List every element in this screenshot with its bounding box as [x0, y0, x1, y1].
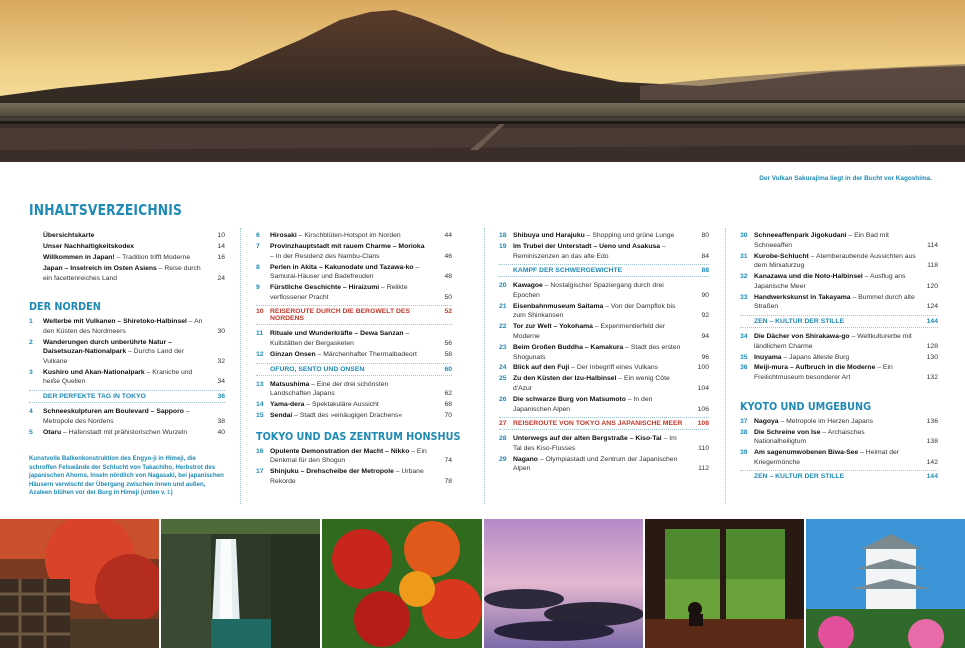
entry-title: Zu den Küsten der Izu-Halbinsel	[513, 375, 617, 383]
page-title: INHALTSVERZEICHNIS	[29, 201, 183, 219]
entry-page: 90	[701, 291, 709, 299]
entry-number: 7	[256, 242, 260, 250]
entry-page: 100	[697, 364, 709, 372]
entry-subtitle: – Experimentierfeld der Moderne	[513, 323, 666, 340]
entry-page: 94	[701, 332, 709, 340]
toc-entry[interactable]	[740, 428, 938, 447]
entry-subtitle: – Eine der drei schönsten Landschaften Japans	[270, 380, 389, 398]
toc-entry[interactable]	[256, 380, 452, 399]
entry-number: 19	[499, 242, 507, 250]
entry-number: 11	[256, 330, 264, 338]
toc-entry[interactable]	[29, 407, 225, 426]
entry-title: Provinzhauptstadt mit rauem Charme – Morioka	[270, 242, 425, 250]
entry-title: Tor zur Welt – Yokohama	[513, 323, 593, 331]
entry-subtitle: – Olympiastadt und Zentrum der Japanischen Alpen	[513, 455, 678, 473]
entry-number: 6	[256, 232, 260, 239]
entry-subtitle: – Bummel durch alte Straßen	[754, 293, 915, 311]
entry-number: 5	[29, 428, 33, 436]
entry-subtitle: – Stadt des ersten Shogunats	[513, 343, 681, 361]
entry-subtitle: – Der Inbegriff eines Vulkans	[569, 364, 659, 372]
entry-page: 70	[444, 412, 452, 420]
entry-number: 30	[740, 232, 748, 239]
entry-title: Nagoya	[754, 417, 779, 425]
entry-page: 14	[217, 242, 225, 250]
route-link[interactable]	[499, 417, 709, 430]
entry-subtitle: – Stadt des »einäugigen Drachens«	[292, 412, 403, 420]
toc-entry[interactable]	[256, 467, 452, 486]
toc-entry[interactable]	[740, 353, 938, 363]
toc-entry[interactable]	[740, 363, 938, 382]
entry-title: Opulente Demonstration der Macht – Nikko	[270, 447, 410, 455]
entry-title: Eisenbahnmuseum Saitama	[513, 302, 604, 310]
toc-entry[interactable]	[256, 329, 452, 348]
entry-title: Unterwegs auf der alten Bergstraße – Kiso-Tal	[513, 435, 662, 443]
entry-page: 30	[217, 327, 225, 335]
entry-number: 18	[499, 232, 507, 239]
entry-page: 130	[926, 353, 938, 361]
entry-subtitle: – Japans älteste Burg	[781, 353, 850, 361]
toc-entry[interactable]	[29, 253, 225, 263]
photo-japanese-house-garden	[645, 519, 804, 648]
entry-page: 58	[444, 350, 452, 358]
toc-entry[interactable]	[256, 350, 452, 360]
entry-subtitle: – Archaisches Nationalheiligtum	[754, 428, 865, 446]
entry-page: 48	[444, 273, 452, 281]
toc-entry[interactable]	[256, 283, 452, 302]
entry-number: 9	[256, 284, 260, 292]
toc-entry[interactable]	[29, 428, 225, 438]
photo-engyoji-balcony	[0, 519, 159, 648]
entry-number: 34	[740, 332, 748, 340]
entry-page: 32	[217, 357, 225, 365]
toc-entry[interactable]	[29, 242, 225, 252]
feature-label: KAMPF DER SCHWERGEWICHTE	[513, 267, 623, 275]
entry-subtitle: – Shopping und grüne Lunge	[584, 232, 675, 239]
entry-subtitle: – Durchs Land der Vulkane	[43, 348, 184, 365]
entry-page: 114	[927, 241, 938, 249]
route-link[interactable]	[256, 305, 452, 325]
route-number: 27	[499, 420, 507, 428]
entry-subtitle: – Tradition trifft Moderne	[114, 253, 191, 261]
entry-title: Sendai	[270, 412, 293, 420]
entry-subtitle: – Kultstätten der Bergasketen	[270, 330, 410, 347]
photo-strip	[0, 519, 965, 648]
entry-subtitle: – Spektakuläre Aussicht	[304, 401, 379, 409]
feature-link[interactable]	[29, 390, 225, 403]
entry-title: Yama-dera	[270, 401, 305, 409]
entry-subtitle: – In der Residenz des Nambu-Clans	[270, 252, 380, 260]
entry-number: 22	[499, 323, 507, 331]
entry-number: 32	[740, 273, 748, 281]
entry-number: 24	[499, 364, 507, 372]
entry-number: 29	[499, 455, 507, 463]
entry-subtitle: – In den Japanischen Alpen	[513, 396, 653, 413]
entry-subtitle: – Ein Freilichtmuseum besonderer Art	[754, 364, 893, 382]
entry-number: 8	[256, 263, 260, 271]
entry-page: 120	[926, 282, 938, 290]
entry-page: 74	[444, 457, 452, 465]
toc-entry[interactable]	[499, 231, 709, 241]
entry-number: 21	[499, 302, 507, 310]
photo-takachiho-gorge	[161, 519, 320, 648]
toc-entry[interactable]	[499, 395, 709, 414]
entry-number: 20	[499, 282, 507, 290]
entry-page: 46	[444, 252, 452, 260]
entry-subtitle: – Ein Denkmal für den Shogun	[270, 447, 427, 465]
entry-title: Im Trubel der Unterstadt – Ueno und Asakusa	[513, 242, 661, 250]
entry-title: Wanderungen durch unberührte Natur – Daisetsuzan-Nationalpark	[43, 338, 172, 356]
entry-page: 80	[701, 232, 709, 239]
entry-page: 44	[444, 232, 452, 239]
entry-title: Kawagoe	[513, 282, 543, 290]
entry-page: 118	[927, 262, 938, 270]
entry-number: 39	[740, 449, 748, 457]
entry-number: 26	[499, 396, 507, 404]
toc-entry[interactable]	[256, 411, 452, 421]
entry-subtitle: – Kraniche und heiße Quellen	[43, 368, 193, 386]
feature-label: ZEN – KULTUR DER STILLE	[754, 317, 845, 325]
volcano-landscape-image	[0, 0, 965, 162]
photo-caption: Kunstvolle Balkenkonstruktion des Engyo-ji in Himeji, die schroffen Felswände der Schlucht von Takachiho, Herbstrot des japanischen Ahorns, Inseln nördlich von Nagasaki, bei japanischen Häusern verwischt der Übergang zwischen innen und außen, Azaleen blühen vor der Burg in Himeji (unten v. l.)	[29, 455, 224, 497]
entry-number: 2	[29, 338, 33, 346]
entry-title: Nagano	[513, 455, 538, 463]
entry-title: Fürstliche Geschichte – Hiraizumi	[270, 284, 380, 292]
entry-title: Willkommen in Japan!	[43, 253, 115, 261]
entry-page: 62	[444, 390, 452, 398]
toc-entry[interactable]	[740, 417, 938, 427]
entry-subtitle: – Heimat der Kriegermönche	[754, 449, 900, 466]
entry-title: Die Dächer von Shirakawa-go	[754, 332, 850, 340]
entry-title: Ginzan Onsen	[270, 350, 316, 358]
entry-subtitle: – Im Tal des Kiso-Flusses	[513, 435, 677, 452]
hero-photo-sakurajima	[0, 0, 965, 162]
feature-page: 88	[701, 267, 709, 275]
entry-title: Schneeskulpturen am Boulevard – Sapporo	[43, 408, 184, 416]
entry-page: 10	[217, 232, 225, 239]
entry-number: 33	[740, 293, 748, 301]
entry-title: Blick auf den Fuji	[513, 364, 570, 372]
entry-page: 16	[217, 253, 225, 261]
entry-subtitle: – Ausflug ans Japanische Meer	[754, 273, 906, 290]
entry-title: Die schwarze Burg von Matsumoto	[513, 396, 626, 404]
entry-subtitle: – Hafenstadt mit prähistorischen Wurzeln	[61, 428, 188, 436]
entry-title: Matsushima	[270, 380, 310, 388]
entry-page: 84	[701, 252, 709, 260]
feature-label: OFURO, SENTO UND ONSEN	[270, 365, 365, 373]
photo-himeji-castle	[806, 519, 965, 648]
entry-page: 128	[926, 342, 938, 350]
toc-entry[interactable]	[740, 252, 938, 271]
toc-entry[interactable]	[256, 400, 452, 410]
toc-column-1	[29, 231, 225, 439]
column-divider	[484, 228, 485, 504]
route-label: REISEROUTE VON TOKYO ANS JAPANISCHE MEER	[513, 420, 683, 428]
entry-subtitle: – Samurai-Häuser und Badefreuden	[270, 263, 420, 281]
entry-title: Die Schreine von Ise	[754, 428, 821, 436]
toc-column-4	[740, 231, 938, 486]
entry-title: Kurobe-Schlucht	[754, 252, 809, 260]
photo-islands-sunset	[484, 519, 643, 648]
section-heading: DER NORDEN	[29, 301, 101, 314]
entry-subtitle: – Metropole im Herzen Japans	[778, 417, 874, 425]
toc-entry[interactable]	[499, 434, 709, 453]
entry-page: 110	[698, 444, 709, 452]
entry-title: Schneeaffenpark Jigokudani	[754, 232, 847, 239]
entry-subtitle: – Nostalgischer Spaziergang durch drei Epochen	[513, 282, 664, 299]
entry-number: 12	[256, 350, 264, 358]
entry-title: Übersichtskarte	[43, 232, 95, 239]
section-heading: KYOTO UND UMGEBUNG	[740, 400, 872, 413]
entry-number: 3	[29, 368, 33, 376]
entry-title: Hirosaki	[270, 232, 297, 239]
toc-column-3	[499, 231, 709, 475]
column-divider	[725, 228, 726, 504]
toc-entry[interactable]	[740, 332, 938, 351]
entry-subtitle: – Märchenhafter Thermalbadeort	[315, 350, 417, 358]
entry-title: Unser Nachhaltigkeitskodex	[43, 242, 135, 250]
toc-entry[interactable]	[256, 231, 452, 241]
entry-subtitle: – Weltkulturerbe mit ländlichem Charme	[754, 332, 912, 350]
toc-entry[interactable]	[256, 447, 452, 466]
entry-title: Shibuya und Harajuku	[513, 232, 585, 239]
hero-caption: Der Vulkan Sakurajima liegt in der Bucht vor Kagoshima.	[759, 175, 932, 182]
entry-number: 16	[256, 447, 264, 455]
entry-number: 37	[740, 417, 748, 425]
photo-maple-leaves	[322, 519, 481, 648]
toc-entry[interactable]	[499, 322, 709, 341]
toc-entry[interactable]	[740, 272, 938, 291]
entry-subtitle: – Relikte verflossener Pracht	[270, 284, 408, 301]
toc-entry[interactable]	[256, 263, 452, 282]
entry-page: 112	[698, 465, 709, 473]
section-heading: TOKYO UND DAS ZENTRUM HONSHUS	[256, 430, 461, 443]
entry-title: Shinjuku – Drehscheibe der Metropole	[270, 468, 394, 476]
toc-entry[interactable]	[29, 368, 225, 387]
entry-title: Japan – Inselreich im Osten Asiens	[43, 264, 157, 272]
toc-entry[interactable]	[740, 293, 938, 312]
entry-page: 24	[217, 274, 225, 282]
feature-link[interactable]	[740, 315, 938, 328]
toc-entry[interactable]	[499, 374, 709, 393]
entry-page: 92	[701, 312, 709, 320]
entry-title: Kanazawa und die Noto-Halbinsel	[754, 273, 863, 281]
toc-entry[interactable]	[29, 264, 225, 283]
route-label: REISEROUTE DURCH DIE BERGWELT DES NORDENS	[270, 308, 410, 323]
entry-number: 28	[499, 435, 507, 443]
entry-title: Meiji-mura – Aufbruch in die Moderne	[754, 364, 876, 372]
feature-link[interactable]	[740, 470, 938, 482]
entry-page: 124	[926, 303, 938, 311]
entry-subtitle: – Ein Bad mit Schneeaffen	[754, 232, 889, 249]
toc-entry[interactable]	[499, 242, 709, 261]
entry-page: 142	[926, 458, 938, 466]
entry-title: Perlen in Akita – Kakunodate und Tazawa-ko	[270, 263, 414, 271]
entry-page: 56	[444, 339, 452, 347]
entry-title: Beim Großen Buddha – Kamakura	[513, 343, 624, 351]
entry-number: 35	[740, 353, 748, 361]
entry-number: 17	[256, 468, 264, 476]
toc-entry[interactable]	[29, 338, 225, 367]
toc-entry[interactable]	[256, 242, 452, 261]
feature-page: 144	[926, 317, 938, 325]
entry-page: 136	[926, 417, 938, 425]
entry-subtitle: – Ein wenig Côte d'Azur	[513, 375, 670, 393]
entry-page: 104	[697, 385, 709, 393]
feature-page: 60	[444, 365, 452, 373]
entry-number: 31	[740, 252, 748, 260]
entry-page: 138	[926, 438, 938, 446]
feature-label: DER PERFEKTE TAG IN TOKYO	[43, 393, 146, 401]
toc-entry[interactable]	[29, 231, 225, 241]
toc-entry[interactable]	[29, 317, 225, 336]
entry-page: 50	[444, 293, 452, 301]
entry-title: Otaru	[43, 428, 62, 436]
feature-label: ZEN – KULTUR DER STILLE	[754, 473, 845, 481]
entry-subtitle: – Reise durch ein facettenreiches Land	[43, 264, 201, 282]
toc-entry[interactable]	[499, 343, 709, 362]
feature-link[interactable]	[499, 264, 709, 277]
entry-number: 1	[29, 318, 33, 326]
route-number: 10	[256, 308, 264, 316]
column-divider	[240, 228, 241, 504]
entry-number: 23	[499, 343, 507, 351]
entry-number: 13	[256, 380, 264, 388]
entry-subtitle: – Von der Dampflok bis zum Shinkansen	[513, 302, 676, 320]
toc-entry[interactable]	[499, 281, 709, 300]
entry-number: 25	[499, 375, 507, 383]
entry-page: 78	[444, 477, 452, 485]
entry-page: 34	[217, 378, 225, 386]
entry-page: 106	[697, 405, 709, 413]
entry-title: Am sagenumwobenen Biwa-See	[754, 449, 859, 457]
entry-title: Inuyama	[754, 353, 782, 361]
toc-column-2	[256, 231, 461, 488]
toc-entry[interactable]	[499, 302, 709, 321]
entry-number: 14	[256, 401, 264, 409]
entry-title: Kushiro und Akan-Nationalpark	[43, 368, 145, 376]
entry-number: 38	[740, 428, 748, 436]
entry-title: Welterbe mit Vulkanen – Shiretoko-Halbinsel	[43, 318, 187, 326]
entry-page: 68	[444, 401, 452, 409]
entry-subtitle: – Metropole des Nordens	[43, 408, 190, 425]
entry-title: Rituale und Wunderkräfte – Dewa Sanzan	[270, 330, 404, 338]
entry-number: 15	[256, 412, 264, 420]
feature-link[interactable]	[256, 363, 452, 376]
entry-page: 96	[701, 353, 709, 361]
toc-entry[interactable]	[499, 363, 709, 373]
entry-subtitle: – Reminiszenzen an das alte Edo	[513, 242, 666, 260]
route-page: 108	[697, 420, 709, 428]
entry-subtitle: – Urbane Rekorde	[270, 468, 424, 485]
toc-entry[interactable]	[740, 448, 938, 467]
toc-entry[interactable]	[499, 455, 709, 474]
route-page: 52	[444, 308, 452, 316]
entry-number: 36	[740, 364, 748, 372]
entry-page: 132	[926, 374, 938, 382]
toc-entry[interactable]	[740, 231, 938, 250]
entry-subtitle: – An den Küsten des Nordmeers	[43, 318, 203, 335]
entry-subtitle: – Atemberaubende Aussichten aus dem Miniaturzug	[754, 252, 916, 270]
entry-number: 4	[29, 408, 33, 416]
entry-page: 38	[217, 417, 225, 425]
entry-title: Handwerkskunst in Takayama	[754, 293, 851, 301]
entry-page: 40	[217, 428, 225, 436]
feature-page: 144	[926, 473, 938, 481]
feature-page: 36	[217, 393, 225, 401]
entry-subtitle: – Kirschblüten-Hotspot im Norden	[296, 232, 401, 239]
